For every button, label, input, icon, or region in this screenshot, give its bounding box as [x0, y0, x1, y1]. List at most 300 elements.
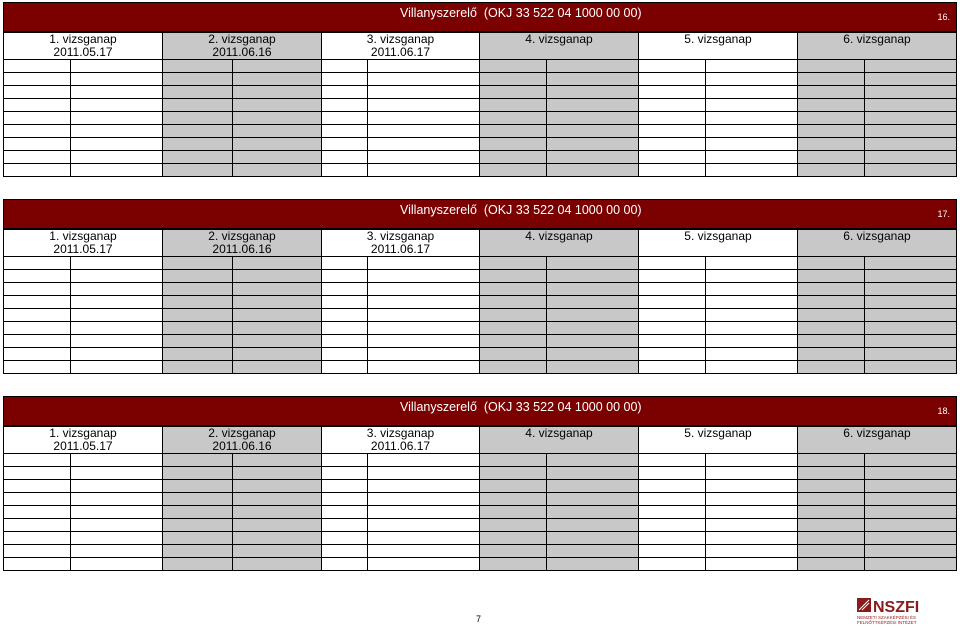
table-cell — [163, 480, 233, 493]
table-cell — [706, 532, 798, 545]
table-cell — [706, 335, 798, 348]
table-cell — [163, 519, 233, 532]
table-cell — [368, 270, 480, 283]
table-cell — [480, 532, 547, 545]
block-number: 17. — [937, 209, 950, 219]
schedule-table — [3, 229, 957, 374]
nszfi-logo — [857, 594, 937, 626]
table-cell — [639, 283, 706, 296]
table-cell — [322, 296, 368, 309]
table-cell — [322, 60, 368, 73]
table-cell — [480, 322, 547, 335]
table-cell — [639, 112, 706, 125]
table-cell — [163, 138, 233, 151]
table-cell — [4, 296, 71, 309]
table-cell — [798, 296, 865, 309]
table-cell — [71, 480, 163, 493]
day-header-6 — [798, 33, 957, 60]
day-label: 1. vizsganap — [49, 426, 117, 440]
table-cell — [163, 270, 233, 283]
table-cell — [71, 283, 163, 296]
table-cell — [547, 257, 639, 270]
table-cell — [798, 125, 865, 138]
table-cell — [706, 164, 798, 177]
day-date: 2011.05.17 — [53, 439, 113, 453]
day-label: 5. vizsganap — [684, 32, 752, 46]
table-cell — [322, 112, 368, 125]
table-cell — [368, 73, 480, 86]
table-cell — [71, 257, 163, 270]
day-label: 3. vizsganap — [366, 32, 435, 46]
table-row — [4, 361, 957, 374]
table-cell — [71, 164, 163, 177]
day-date: 2011.06.16 — [212, 439, 272, 453]
table-cell — [233, 480, 322, 493]
table-cell — [798, 454, 865, 467]
table-cell — [480, 60, 547, 73]
table-cell — [798, 283, 865, 296]
day-label: 6. vizsganap — [843, 32, 911, 46]
table-cell — [706, 361, 798, 374]
table-cell — [233, 532, 322, 545]
table-cell — [71, 138, 163, 151]
table-cell — [547, 296, 639, 309]
table-cell — [71, 361, 163, 374]
table-cell — [4, 322, 71, 335]
day-header-6 — [798, 230, 957, 257]
table-cell — [639, 493, 706, 506]
table-cell — [163, 506, 233, 519]
day-date: 2011.06.16 — [212, 45, 272, 59]
table-cell — [322, 545, 368, 558]
table-cell — [480, 506, 547, 519]
table-cell — [547, 309, 639, 322]
table-cell — [798, 151, 865, 164]
table-cell — [4, 99, 71, 112]
table-cell — [639, 532, 706, 545]
table-cell — [4, 164, 71, 177]
table-cell — [547, 86, 639, 99]
table-cell — [798, 309, 865, 322]
table-cell — [639, 257, 706, 270]
table-cell — [233, 164, 322, 177]
table-cell — [4, 335, 71, 348]
table-cell — [547, 558, 639, 571]
table-cell — [322, 506, 368, 519]
table-row — [4, 532, 957, 545]
table-cell — [547, 322, 639, 335]
table-cell — [4, 309, 71, 322]
table-cell — [639, 519, 706, 532]
day-date: 2011.05.17 — [53, 45, 113, 59]
table-cell — [480, 348, 547, 361]
table-cell — [233, 309, 322, 322]
table-cell — [163, 296, 233, 309]
table-cell — [233, 125, 322, 138]
table-cell — [706, 112, 798, 125]
table-cell — [547, 532, 639, 545]
table-cell — [322, 335, 368, 348]
table-cell — [322, 322, 368, 335]
day-label: 5. vizsganap — [684, 229, 752, 243]
table-cell — [706, 467, 798, 480]
table-cell — [322, 164, 368, 177]
table-cell — [706, 322, 798, 335]
table-cell — [639, 151, 706, 164]
table-cell — [865, 86, 957, 99]
table-cell — [163, 532, 233, 545]
table-cell — [639, 558, 706, 571]
table-cell — [322, 493, 368, 506]
table-cell — [368, 296, 480, 309]
day-date: 2011.06.17 — [370, 45, 431, 59]
table-cell — [4, 361, 71, 374]
day-label: 3. vizsganap — [366, 426, 435, 440]
table-cell — [71, 467, 163, 480]
day-header-3 — [322, 427, 480, 454]
table-cell — [71, 519, 163, 532]
table-cell — [233, 296, 322, 309]
table-row — [4, 270, 957, 283]
table-cell — [798, 322, 865, 335]
table-cell — [71, 99, 163, 112]
table-cell — [71, 86, 163, 99]
table-cell — [71, 558, 163, 571]
table-cell — [798, 138, 865, 151]
table-cell — [865, 73, 957, 86]
table-row — [4, 151, 957, 164]
table-cell — [865, 309, 957, 322]
day-header-2 — [163, 427, 322, 454]
table-cell — [233, 151, 322, 164]
table-cell — [368, 112, 480, 125]
page-number: 7 — [476, 614, 482, 624]
table-cell — [71, 493, 163, 506]
table-cell — [368, 335, 480, 348]
table-cell — [798, 164, 865, 177]
table-cell — [4, 112, 71, 125]
table-row — [4, 335, 957, 348]
table-cell — [706, 545, 798, 558]
table-cell — [71, 532, 163, 545]
table-cell — [71, 348, 163, 361]
table-cell — [865, 361, 957, 374]
table-cell — [4, 480, 71, 493]
table-cell — [233, 112, 322, 125]
table-cell — [480, 86, 547, 99]
day-label: 1. vizsganap — [49, 229, 117, 243]
table-cell — [322, 270, 368, 283]
table-cell — [4, 60, 71, 73]
table-cell — [798, 112, 865, 125]
block-header — [3, 2, 957, 32]
day-label: 4. vizsganap — [525, 426, 593, 440]
table-cell — [368, 138, 480, 151]
table-cell — [639, 506, 706, 519]
table-cell — [480, 493, 547, 506]
table-cell — [706, 480, 798, 493]
block-number: 18. — [937, 406, 950, 416]
table-cell — [163, 558, 233, 571]
table-cell — [706, 138, 798, 151]
table-cell — [480, 361, 547, 374]
block-title: Villanyszerelő (OKJ 33 522 04 1000 00 00) — [400, 400, 642, 414]
table-cell — [706, 493, 798, 506]
table-cell — [706, 506, 798, 519]
table-cell — [233, 322, 322, 335]
table-cell — [706, 73, 798, 86]
table-cell — [639, 138, 706, 151]
table-cell — [865, 151, 957, 164]
table-cell — [71, 112, 163, 125]
table-cell — [547, 73, 639, 86]
table-cell — [865, 125, 957, 138]
table-cell — [4, 454, 71, 467]
table-cell — [368, 322, 480, 335]
table-cell — [368, 545, 480, 558]
table-row — [4, 164, 957, 177]
table-cell — [4, 257, 71, 270]
table-cell — [163, 60, 233, 73]
table-row — [4, 125, 957, 138]
table-cell — [163, 99, 233, 112]
table-row — [4, 322, 957, 335]
schedule-table — [3, 426, 957, 571]
table-cell — [798, 519, 865, 532]
table-cell — [865, 138, 957, 151]
table-cell — [233, 270, 322, 283]
table-cell — [163, 86, 233, 99]
table-cell — [480, 519, 547, 532]
table-cell — [865, 558, 957, 571]
table-cell — [639, 545, 706, 558]
table-cell — [322, 73, 368, 86]
table-cell — [865, 60, 957, 73]
table-row — [4, 480, 957, 493]
table-cell — [547, 270, 639, 283]
table-cell — [639, 73, 706, 86]
table-cell — [163, 73, 233, 86]
table-row — [4, 348, 957, 361]
table-cell — [865, 112, 957, 125]
table-row — [4, 99, 957, 112]
day-header-1 — [4, 427, 163, 454]
table-cell — [71, 73, 163, 86]
table-cell — [233, 348, 322, 361]
table-cell — [480, 309, 547, 322]
table-cell — [368, 493, 480, 506]
block-title: Villanyszerelő (OKJ 33 522 04 1000 00 00) — [400, 203, 642, 217]
table-row — [4, 73, 957, 86]
day-date: 2011.06.16 — [212, 242, 272, 256]
table-cell — [547, 519, 639, 532]
table-cell — [4, 270, 71, 283]
table-cell — [163, 467, 233, 480]
table-cell — [4, 532, 71, 545]
table-row — [4, 60, 957, 73]
table-cell — [322, 309, 368, 322]
table-cell — [71, 506, 163, 519]
table-cell — [706, 270, 798, 283]
table-cell — [547, 545, 639, 558]
table-cell — [480, 454, 547, 467]
table-cell — [163, 361, 233, 374]
table-cell — [480, 296, 547, 309]
table-cell — [322, 480, 368, 493]
table-cell — [322, 558, 368, 571]
table-cell — [798, 545, 865, 558]
table-cell — [706, 348, 798, 361]
block-header — [3, 199, 957, 229]
table-cell — [71, 270, 163, 283]
table-cell — [480, 480, 547, 493]
table-cell — [4, 86, 71, 99]
table-cell — [233, 257, 322, 270]
table-cell — [233, 138, 322, 151]
table-row — [4, 86, 957, 99]
table-cell — [71, 545, 163, 558]
table-cell — [639, 270, 706, 283]
table-cell — [798, 506, 865, 519]
logo-subtitle-2: FELNŐTTKÉPZÉSI INTÉZET — [857, 620, 917, 625]
table-cell — [480, 270, 547, 283]
table-row — [4, 519, 957, 532]
table-cell — [480, 558, 547, 571]
table-cell — [706, 309, 798, 322]
table-cell — [368, 151, 480, 164]
table-cell — [163, 112, 233, 125]
day-label: 6. vizsganap — [843, 229, 911, 243]
table-row — [4, 309, 957, 322]
day-header-2 — [163, 230, 322, 257]
table-cell — [4, 545, 71, 558]
table-cell — [865, 467, 957, 480]
table-cell — [368, 558, 480, 571]
table-cell — [233, 86, 322, 99]
table-cell — [865, 480, 957, 493]
table-cell — [547, 112, 639, 125]
logo-text: NSZFI — [873, 599, 920, 616]
table-cell — [480, 545, 547, 558]
day-header-2 — [163, 33, 322, 60]
day-header-4 — [480, 33, 639, 60]
table-cell — [368, 361, 480, 374]
table-cell — [865, 532, 957, 545]
table-cell — [233, 73, 322, 86]
table-cell — [233, 545, 322, 558]
table-cell — [233, 99, 322, 112]
table-cell — [798, 480, 865, 493]
table-cell — [547, 283, 639, 296]
day-label: 6. vizsganap — [843, 426, 911, 440]
table-cell — [547, 164, 639, 177]
table-row — [4, 467, 957, 480]
logo-subtitle-1: NEMZETI SZAKKÉPZÉSI ÉS — [857, 615, 917, 620]
day-label: 4. vizsganap — [525, 32, 593, 46]
table-cell — [368, 86, 480, 99]
table-cell — [706, 558, 798, 571]
table-cell — [547, 467, 639, 480]
table-row — [4, 545, 957, 558]
table-cell — [163, 348, 233, 361]
table-cell — [639, 86, 706, 99]
table-cell — [4, 467, 71, 480]
table-cell — [368, 506, 480, 519]
table-cell — [865, 322, 957, 335]
table-cell — [706, 519, 798, 532]
table-cell — [706, 454, 798, 467]
table-row — [4, 138, 957, 151]
table-cell — [547, 151, 639, 164]
table-cell — [4, 558, 71, 571]
table-cell — [865, 257, 957, 270]
table-cell — [71, 322, 163, 335]
table-cell — [71, 309, 163, 322]
table-row — [4, 493, 957, 506]
table-cell — [233, 519, 322, 532]
table-cell — [865, 283, 957, 296]
table-cell — [798, 270, 865, 283]
table-cell — [322, 99, 368, 112]
table-cell — [322, 348, 368, 361]
table-cell — [322, 151, 368, 164]
table-cell — [639, 348, 706, 361]
table-cell — [547, 138, 639, 151]
table-cell — [798, 348, 865, 361]
table-cell — [639, 164, 706, 177]
table-cell — [798, 532, 865, 545]
table-cell — [639, 99, 706, 112]
table-cell — [163, 493, 233, 506]
table-cell — [480, 138, 547, 151]
table-cell — [706, 99, 798, 112]
table-cell — [4, 519, 71, 532]
table-cell — [706, 283, 798, 296]
table-cell — [798, 86, 865, 99]
table-cell — [798, 558, 865, 571]
table-cell — [368, 99, 480, 112]
table-cell — [865, 493, 957, 506]
block-header — [3, 396, 957, 426]
table-cell — [322, 86, 368, 99]
table-cell — [480, 164, 547, 177]
table-cell — [547, 454, 639, 467]
table-cell — [480, 112, 547, 125]
table-row — [4, 112, 957, 125]
day-header-3 — [322, 33, 480, 60]
day-label: 2. vizsganap — [208, 229, 276, 243]
table-cell — [798, 493, 865, 506]
table-cell — [4, 348, 71, 361]
table-cell — [547, 506, 639, 519]
table-cell — [4, 73, 71, 86]
table-cell — [322, 467, 368, 480]
table-cell — [368, 348, 480, 361]
table-cell — [233, 361, 322, 374]
table-cell — [480, 151, 547, 164]
table-cell — [163, 335, 233, 348]
table-cell — [368, 454, 480, 467]
table-cell — [322, 532, 368, 545]
table-cell — [639, 361, 706, 374]
day-date: 2011.06.17 — [370, 439, 431, 453]
table-cell — [368, 125, 480, 138]
table-cell — [639, 454, 706, 467]
table-cell — [322, 257, 368, 270]
table-cell — [865, 506, 957, 519]
day-label: 4. vizsganap — [525, 229, 593, 243]
table-cell — [480, 125, 547, 138]
